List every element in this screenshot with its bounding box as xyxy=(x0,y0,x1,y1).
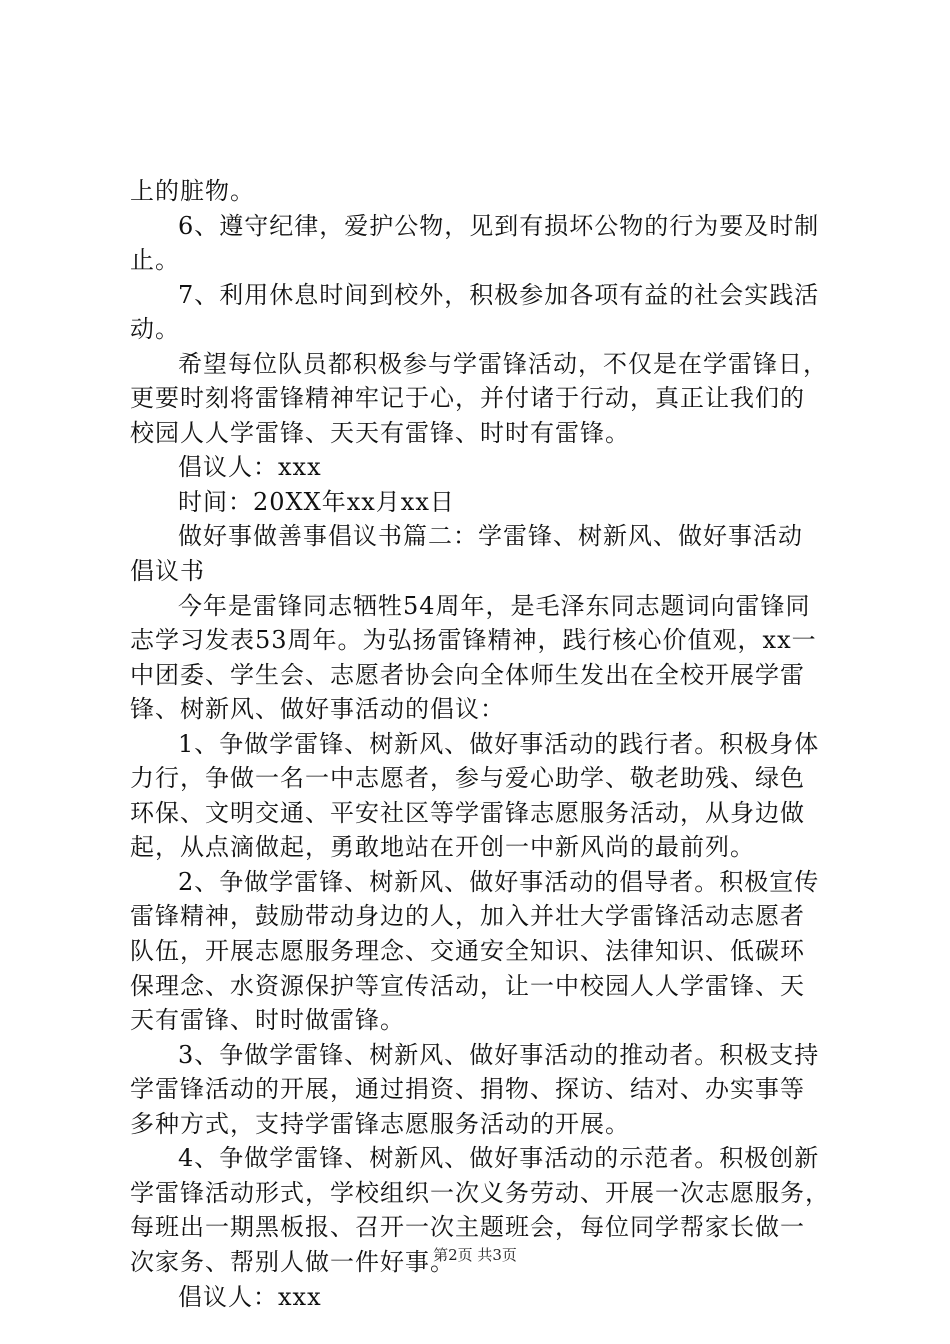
text-line: 上的脏物。 xyxy=(130,177,255,205)
document-body xyxy=(130,174,835,1314)
text-line: 学雷锋活动形式，学校组织一次义务劳动、开展一次志愿服务， xyxy=(130,1178,830,1207)
text-line: 中团委、学生会、志愿者协会向全体师生发出在全校开展学雷 xyxy=(130,660,805,689)
text-line: 希望每位队员都积极参与学雷锋活动，不仅是在学雷锋日， xyxy=(178,349,828,378)
text-line: 志学习发表53周年。为弘扬雷锋精神，践行核心价值观，xx一 xyxy=(130,626,817,655)
text-line: 3、争做学雷锋、树新风、做好事活动的推动者。积极支持 xyxy=(178,1040,820,1069)
text-line: 学雷锋活动的开展，通过捐资、捐物、探访、结对、办实事等 xyxy=(130,1075,805,1104)
text-line: 6、遵守纪律，爱护公物，见到有损坏公物的行为要及时制 xyxy=(178,211,820,240)
text-line: 倡议人：xxx xyxy=(178,453,322,482)
text-line: 时间：20XX年xx月xx日 xyxy=(178,487,455,516)
text-line: 保理念、水资源保护等宣传活动，让一中校园人人学雷锋、天 xyxy=(130,971,805,1000)
text-line: 2、争做学雷锋、树新风、做好事活动的倡导者。积极宣传 xyxy=(178,867,820,896)
text-line: 做好事做善事倡议书篇二：学雷锋、树新风、做好事活动 xyxy=(178,522,803,551)
text-line: 锋、树新风、做好事活动的倡议： xyxy=(130,695,505,724)
text-line: 队伍，开展志愿服务理念、交通安全知识、法律知识、低碳环 xyxy=(130,937,805,966)
text-line: 7、利用休息时间到校外，积极参加各项有益的社会实践活 xyxy=(178,280,820,309)
page-footer: 第2页 共3页 xyxy=(433,1246,517,1264)
text-line: 动。 xyxy=(130,315,180,344)
text-line: 雷锋精神，鼓励带动身边的人，加入并壮大学雷锋活动志愿者 xyxy=(130,902,805,931)
text-line: 今年是雷锋同志牺牲54周年，是毛泽东同志题词向雷锋同 xyxy=(178,591,811,620)
text-line: 止。 xyxy=(130,246,180,275)
text-line: 倡议人：xxx xyxy=(178,1282,322,1311)
text-line: 多种方式，支持学雷锋志愿服务活动的开展。 xyxy=(130,1109,630,1138)
text-line: 每班出一期黑板报、召开一次主题班会，每位同学帮家长做一 xyxy=(130,1213,805,1242)
text-line: 环保、文明交通、平安社区等学雷锋志愿服务活动，从身边做 xyxy=(130,798,805,827)
text-line: 起，从点滴做起，勇敢地站在开创一中新风尚的最前列。 xyxy=(130,833,755,862)
text-line: 4、争做学雷锋、树新风、做好事活动的示范者。积极创新 xyxy=(178,1144,820,1173)
text-line: 力行，争做一名一中志愿者，参与爱心助学、敬老助残、绿色 xyxy=(130,764,805,793)
text-line: 次家务、帮别人做一件好事。 xyxy=(130,1247,455,1276)
text-line: 天有雷锋、时时做雷锋。 xyxy=(130,1006,405,1035)
text-line: 倡议书 xyxy=(130,557,205,586)
text-line: 更要时刻将雷锋精神牢记于心，并付诸于行动，真正让我们的 xyxy=(130,384,805,413)
text-line: 1、争做学雷锋、树新风、做好事活动的践行者。积极身体 xyxy=(178,729,820,758)
text-line: 校园人人学雷锋、天天有雷锋、时时有雷锋。 xyxy=(130,418,630,447)
